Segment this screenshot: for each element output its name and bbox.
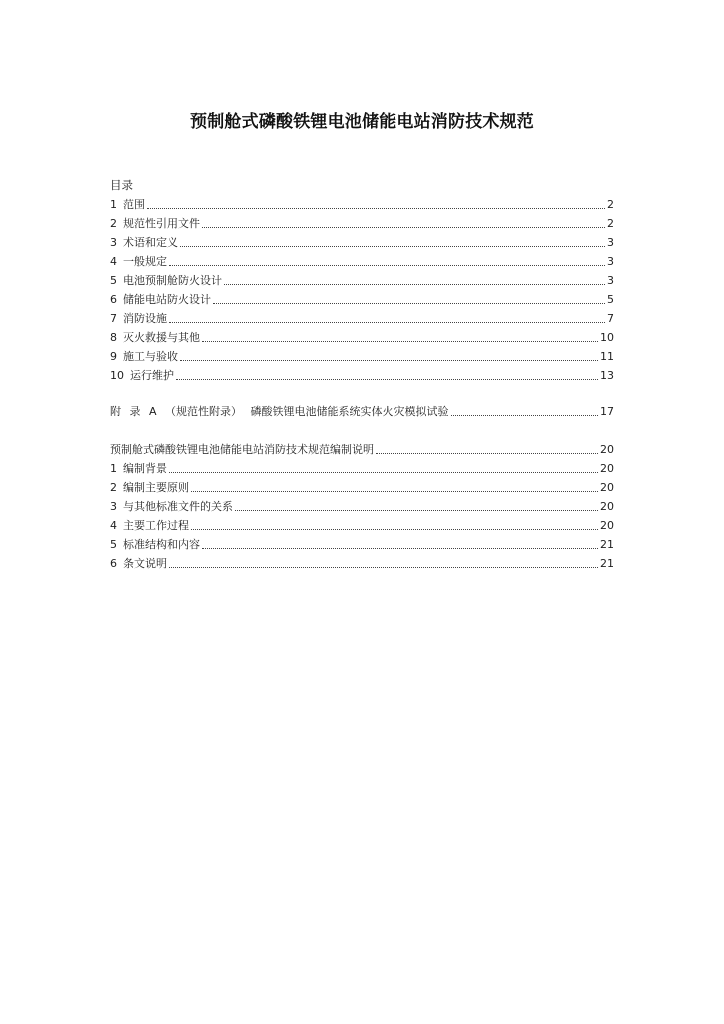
toc-entry-label: 编制背景 [123, 462, 167, 475]
dot-leader [169, 265, 605, 266]
dot-leader [202, 548, 598, 549]
toc-entry-label: 条文说明 [123, 557, 167, 570]
toc-entry-label: 灭火救援与其他 [123, 331, 200, 344]
toc-explanation-section [110, 440, 614, 573]
toc-entry-page: 20 [600, 462, 614, 475]
toc-entry [110, 478, 614, 497]
toc-entry-number: 3 [110, 500, 117, 513]
dot-leader [451, 415, 598, 416]
dot-leader [376, 453, 598, 454]
toc-entry [110, 214, 614, 233]
toc-entry [110, 516, 614, 535]
dot-leader [147, 208, 605, 209]
toc-appendix-section [110, 402, 614, 421]
toc-entry-label: 预制舱式磷酸铁锂电池储能电站消防技术规范编制说明 [110, 443, 374, 456]
document-title: 预制舱式磷酸铁锂电池储能电站消防技术规范 [190, 112, 534, 132]
toc-entry-number: 6 [110, 293, 117, 306]
toc-entry [110, 459, 614, 478]
toc-entry-label: 编制主要原则 [123, 481, 189, 494]
toc-entry-number: 5 [110, 274, 117, 287]
toc-entry-label: 与其他标准文件的关系 [123, 500, 233, 513]
toc-entry-label: 储能电站防火设计 [123, 293, 211, 306]
toc-entry-label: 标准结构和内容 [123, 538, 200, 551]
toc-entry-number: 4 [110, 255, 117, 268]
toc-entry [110, 554, 614, 573]
dot-leader [169, 322, 605, 323]
toc-entry-page: 20 [600, 481, 614, 494]
toc-entry-page: 17 [600, 405, 614, 418]
toc-entry-label: 电池预制舱防火设计 [123, 274, 222, 287]
toc-entry-page: 5 [607, 293, 614, 306]
toc-entry-label: 主要工作过程 [123, 519, 189, 532]
toc-entry-number: 8 [110, 331, 117, 344]
dot-leader [180, 360, 598, 361]
toc-appendix-entry [110, 402, 614, 421]
dot-leader [169, 472, 598, 473]
toc-entry [110, 271, 614, 290]
dot-leader [176, 379, 598, 380]
toc-entry-page: 3 [607, 255, 614, 268]
toc-entry-number: 9 [110, 350, 117, 363]
toc-entry [110, 233, 614, 252]
toc-explanation-heading [110, 440, 614, 459]
dot-leader [191, 529, 598, 530]
dot-leader [235, 510, 598, 511]
dot-leader [213, 303, 605, 304]
toc-entry-page: 3 [607, 274, 614, 287]
toc-entry-number: 1 [110, 462, 117, 475]
toc-entry-page: 20 [600, 500, 614, 513]
toc-entry-label: 运行维护 [130, 369, 174, 382]
toc-entry [110, 366, 614, 385]
dot-leader [202, 341, 598, 342]
toc-entry-label: 消防设施 [123, 312, 167, 325]
toc-entry-number: 2 [110, 217, 117, 230]
toc-entry-number: 2 [110, 481, 117, 494]
toc-entry-label: 附 录 A （规范性附录） 磷酸铁锂电池储能系统实体火灾模拟试验 [110, 405, 449, 418]
toc-entry-page: 11 [600, 350, 614, 363]
toc-entry-number: 6 [110, 557, 117, 570]
dot-leader [169, 567, 598, 568]
dot-leader [202, 227, 605, 228]
toc-entry-label: 施工与验收 [123, 350, 178, 363]
toc-entry-label: 范围 [123, 198, 145, 211]
toc-entry-label: 术语和定义 [123, 236, 178, 249]
toc-entry [110, 290, 614, 309]
toc-entry-page: 20 [600, 519, 614, 532]
toc-entry-page: 21 [600, 538, 614, 551]
toc-entry [110, 497, 614, 516]
toc-entry [110, 347, 614, 366]
toc-entry-page: 2 [607, 198, 614, 211]
toc-entry [110, 328, 614, 347]
toc-entry-number: 3 [110, 236, 117, 249]
toc-entry-page: 7 [607, 312, 614, 325]
toc-entry-page: 20 [600, 443, 614, 456]
toc-entry-label: 一般规定 [123, 255, 167, 268]
toc-entry-number: 7 [110, 312, 117, 325]
toc-entry-number: 1 [110, 198, 117, 211]
toc-entry [110, 252, 614, 271]
toc-entry-page: 2 [607, 217, 614, 230]
toc-entry-number: 10 [110, 369, 124, 382]
table-of-contents [110, 176, 614, 573]
toc-entry-label: 规范性引用文件 [123, 217, 200, 230]
toc-entry-page: 3 [607, 236, 614, 249]
toc-entry [110, 535, 614, 554]
toc-entry-number: 5 [110, 538, 117, 551]
toc-entry [110, 309, 614, 328]
dot-leader [224, 284, 605, 285]
toc-entry [110, 195, 614, 214]
toc-heading: 目录 [110, 178, 133, 192]
dot-leader [180, 246, 605, 247]
toc-entry-page: 10 [600, 331, 614, 344]
toc-entry-page: 13 [600, 369, 614, 382]
toc-entry-page: 21 [600, 557, 614, 570]
toc-entry-number: 4 [110, 519, 117, 532]
dot-leader [191, 491, 598, 492]
